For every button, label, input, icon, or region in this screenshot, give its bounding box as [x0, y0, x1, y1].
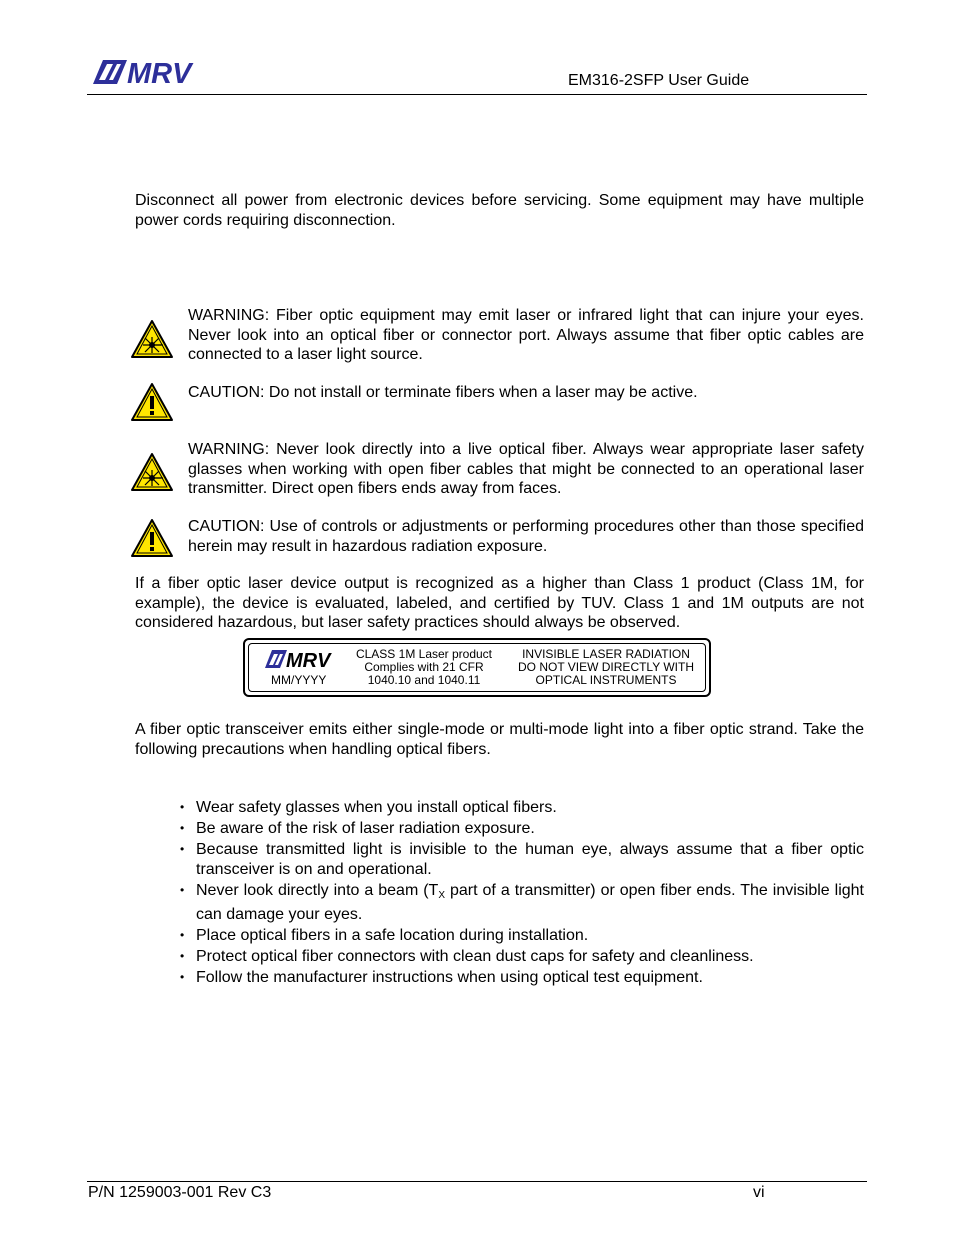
precautions-list [178, 798, 864, 989]
notice-text: WARNING: Never look directly into a live optical fiber. Always wear appropriate laser safety glasses when working with open fiber cables that might be connected to an operational laser transmitter. Direct open fibers ends away from faces. [188, 441, 864, 497]
laser-warning-icon [130, 319, 174, 359]
label-product-line1: CLASS 1M Laser product [355, 647, 493, 661]
laser-class-paragraph: If a fiber optic laser device output is recognized as a higher than Class 1 product (Class 1M, for example), the device is evaluated, labeled, and certified by TUV. Class 1 and 1M outputs are not considered hazardous, but laser safety practices should always be observed. [135, 575, 864, 631]
list-item: • Never look directly into a beam ($T_X$ part of a transmitter) or open fiber ends. The invisible light can damage your eyes. [178, 881, 864, 925]
document-title: EM316-2SFP User Guide [568, 72, 750, 89]
list-item: • Place optical fibers in a safe location during installation. [178, 926, 864, 946]
page-number: vi [753, 1184, 765, 1201]
list-item: • Wear safety glasses when you install optical fibers. [178, 798, 864, 818]
list-item: • Be aware of the risk of laser radiation exposure. [178, 819, 864, 839]
laser-product-label [243, 638, 711, 697]
power-disconnect-paragraph: Disconnect all power from electronic devices before servicing. Some equipment may have multiple power cords requiring disconnection. [135, 192, 864, 229]
label-logo-text: MRV [286, 650, 331, 669]
part-number: P/N 1259003-001 Rev C3 [88, 1184, 272, 1201]
transceiver-paragraph: A fiber optic transceiver emits either single-mode or multi-mode light into a fiber optic strand. Take the following precautions when handling optical fibers. [135, 721, 864, 758]
label-warning-line3: OPTICAL INSTRUMENTS [535, 673, 677, 687]
label-mrv-logo [265, 649, 337, 669]
list-item: • Follow the manufacturer instructions when using optical test equipment. [178, 968, 864, 988]
label-product-line2: Complies with 21 CFR [364, 660, 484, 674]
notice-text: WARNING: Fiber optic equipment may emit laser or infrared light that can injure your eyes. Never look into an optical fiber or connector port. Always assume that fiber optic cables are connected to a laser light source. [188, 307, 864, 363]
notice-text: CAUTION: Do not install or terminate fibers when a laser may be active. [188, 384, 698, 401]
notice-text: CAUTION: Use of controls or adjustments or performing procedures other than those specified herein may result in hazardous radiation exposure. [188, 518, 864, 555]
label-warning-line2: DO NOT VIEW DIRECTLY WITH [517, 660, 694, 674]
header-rule [87, 94, 867, 95]
label-warning-line1: INVISIBLE LASER RADIATION [522, 647, 690, 661]
list-item: • Protect optical fiber connectors with clean dust caps for safety and cleanliness. [178, 947, 864, 967]
laser-warning-icon [130, 452, 174, 492]
list-item: • Because transmitted light is invisible to the human eye, always assume that a fiber optic transceiver is on and operational. [178, 840, 864, 879]
logo-text: MRV [127, 58, 192, 86]
caution-exclamation-icon [130, 518, 174, 558]
caution-exclamation-icon [130, 382, 174, 422]
label-product-line3: 1040.10 and 1040.11 [367, 673, 481, 687]
footer-rule [87, 1181, 867, 1182]
mrv-logo [93, 58, 213, 86]
label-date-code: MM/YYYY [271, 673, 327, 687]
